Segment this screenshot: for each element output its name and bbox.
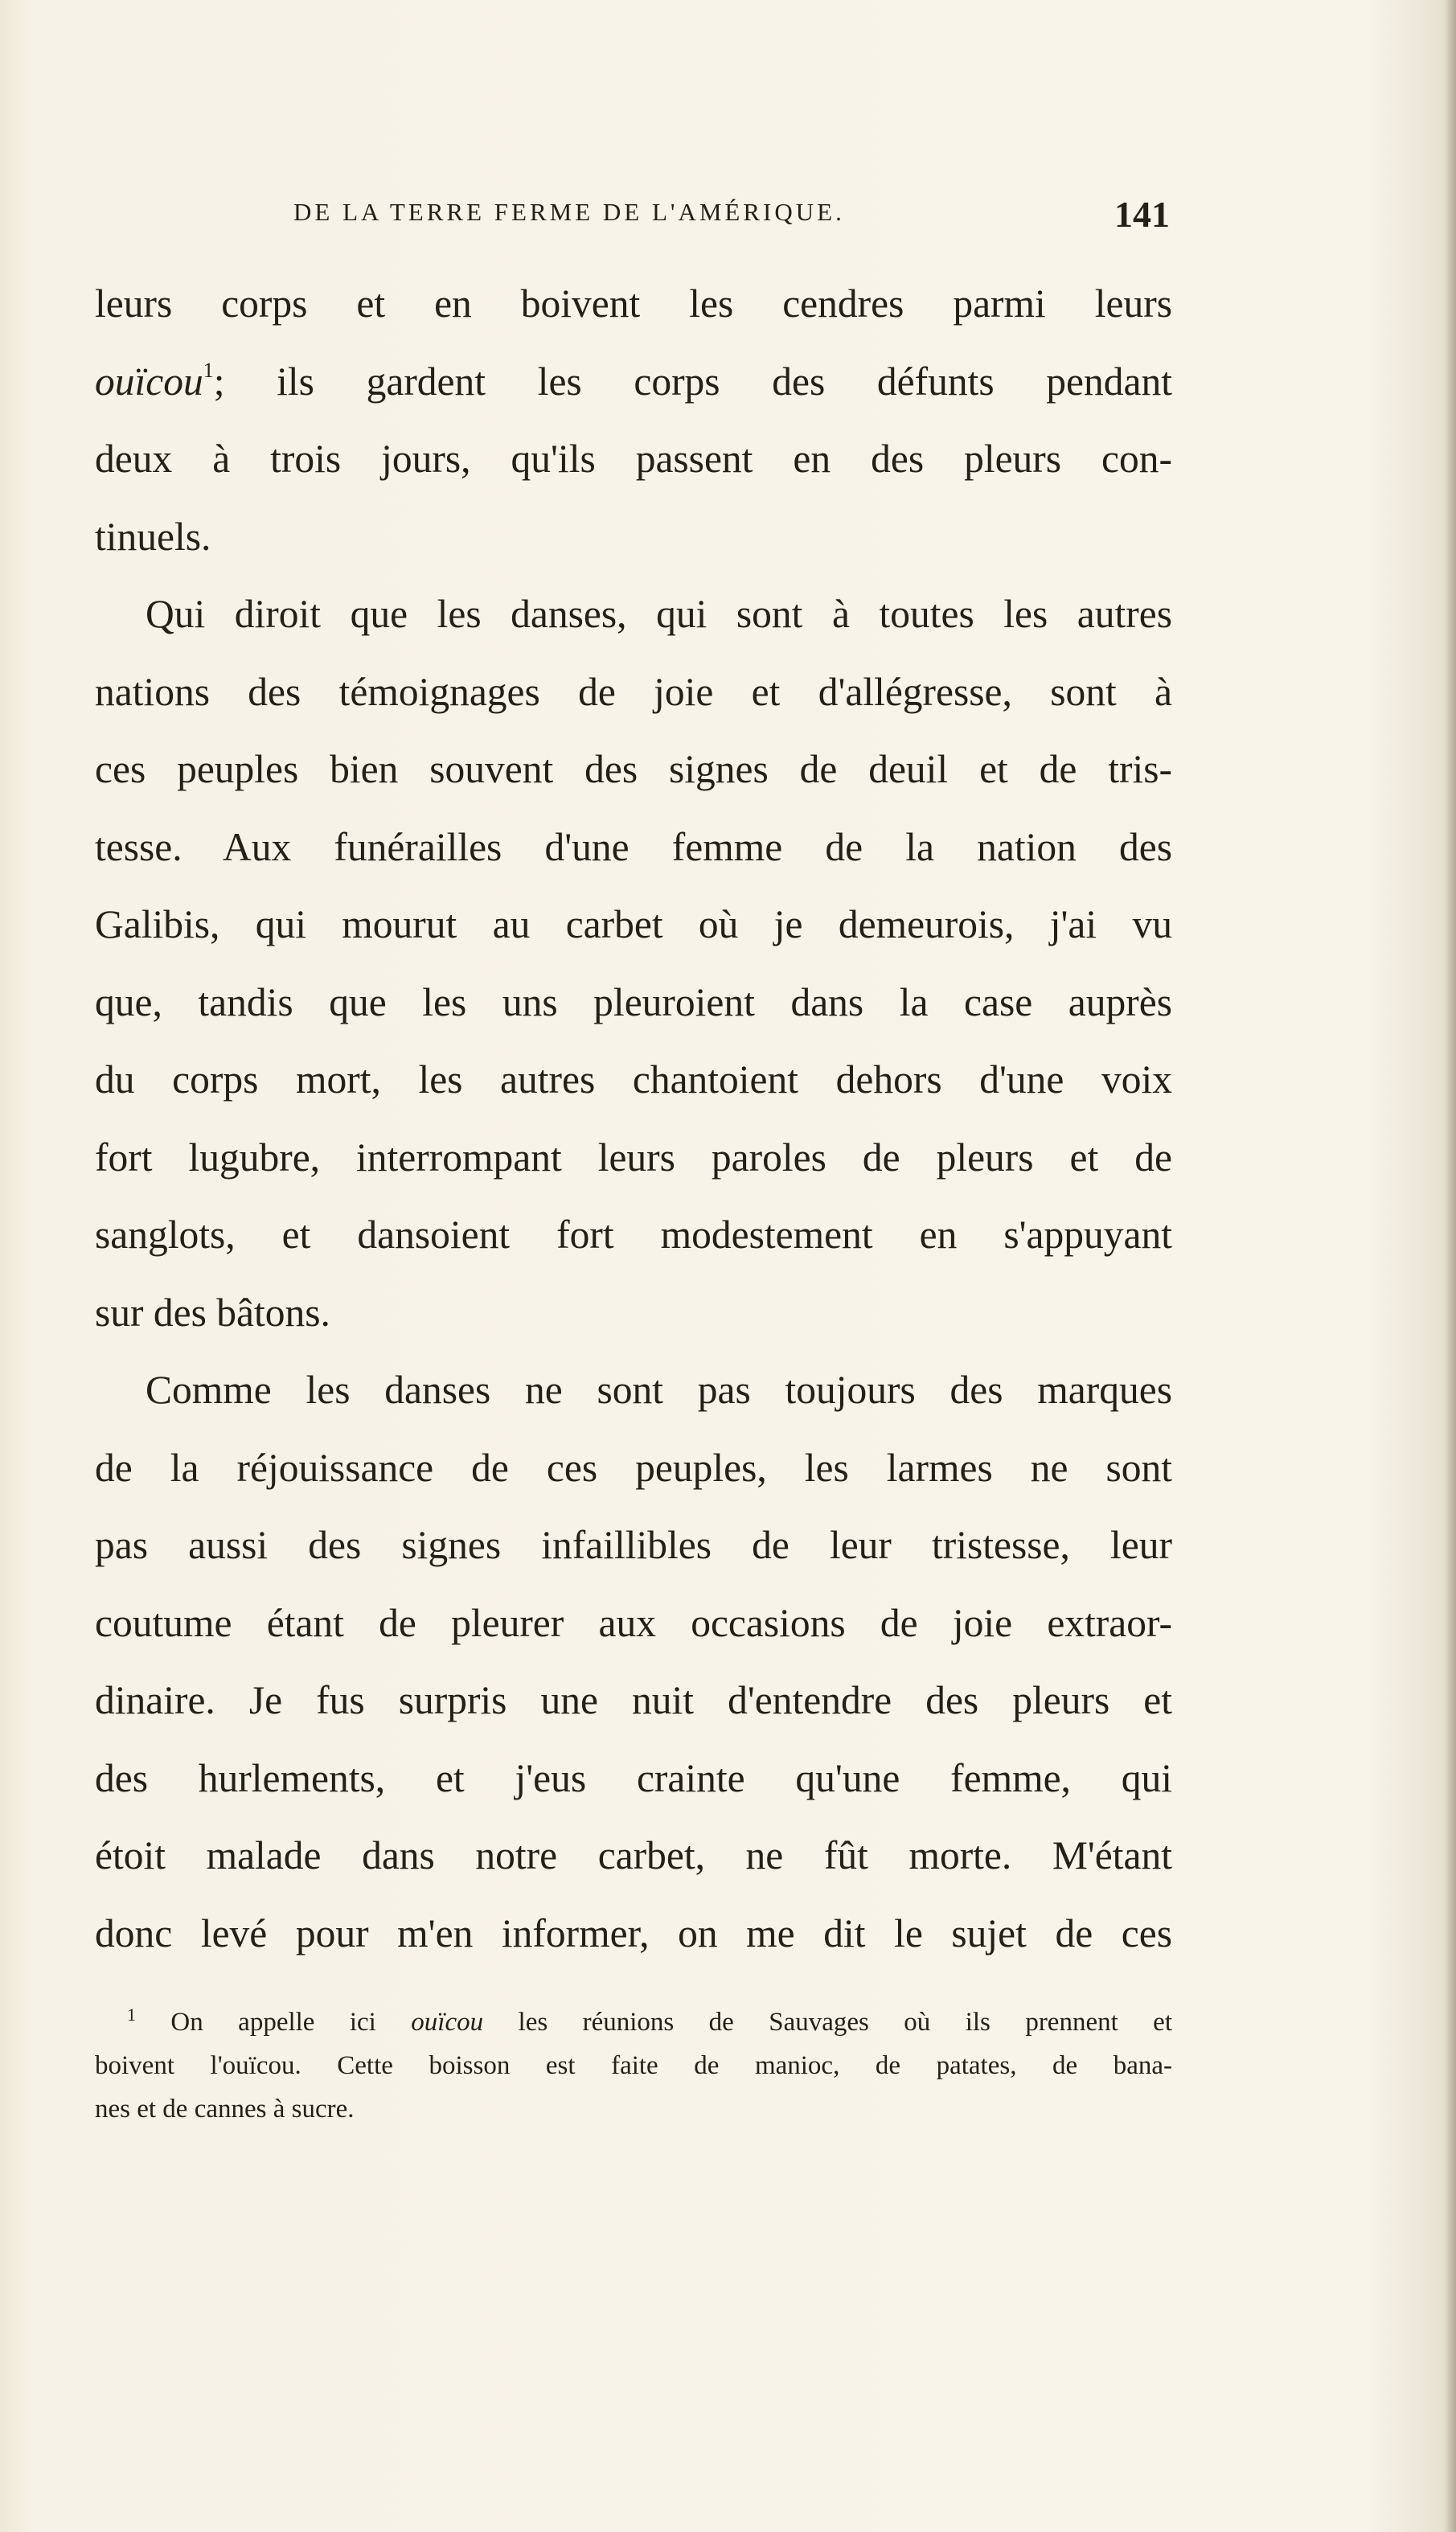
text-line: de la réjouissance de ces peuples, les larmes ne sont	[95, 1445, 1172, 1490]
footnote-marker: 1	[127, 2005, 136, 2025]
text-line: étoit malade dans notre carbet, ne fût morte. M'étant	[95, 1833, 1172, 1877]
text-line: pas aussi des signes infaillibles de leur tristesse, leur	[95, 1523, 1172, 1567]
text-line: tinuels.	[95, 514, 211, 559]
text-line: nations des témoignages de joie et d'allégresse, sont à	[95, 669, 1172, 714]
text-line	[95, 343, 1172, 421]
text-line: sanglots, et dansoient fort modestement en s'appuyant	[95, 1213, 1172, 1257]
page-number: 141	[1114, 194, 1170, 235]
text-line: coutume étant de pleurer aux occasions de joie extraor-	[95, 1600, 1172, 1645]
text-line: du corps mort, les autres chantoient dehors d'une voix	[95, 1057, 1172, 1102]
running-head	[92, 193, 1170, 241]
footnote-line: nes et de cannes à sucre.	[95, 2095, 355, 2124]
footnote	[95, 2001, 1172, 2131]
footnote-reference: 1	[203, 358, 214, 382]
text-line: fort lugubre, interrompant leurs paroles de pleurs et de	[95, 1135, 1172, 1180]
text-line: Comme les danses ne sont pas toujours des marques	[146, 1368, 1172, 1412]
text-line: tesse. Aux funérailles d'une femme de la nation des	[95, 824, 1172, 869]
text-line: donc levé pour m'en informer, on me dit le sujet de ces	[95, 1910, 1172, 1955]
text-line: ces peuples bien souvent des signes de deuil et de tris-	[95, 747, 1172, 791]
text-line: des hurlements, et j'eus crainte qu'une femme, qui	[95, 1755, 1172, 1800]
body-text	[95, 265, 1172, 1972]
italic-term: ouïcou	[411, 2008, 484, 2037]
text-line: Galibis, qui mourut au carbet où je demeurois, j'ai vu	[95, 902, 1172, 946]
footnote-line	[95, 2001, 1172, 2044]
text-fragment: On appelle ici	[170, 2008, 376, 2037]
italic-term: ouïcou	[95, 359, 203, 404]
text-line: Qui diroit que les danses, qui sont à toutes les autres	[146, 592, 1172, 636]
text-fragment: ; ils gardent les corps des défunts pendant	[213, 359, 1172, 404]
text-line: dinaire. Je fus surpris une nuit d'entendre des pleurs et	[95, 1678, 1172, 1722]
text-line: sur des bâtons.	[95, 1290, 330, 1335]
page-edge-shadow	[1445, 0, 1456, 2532]
text-line: deux à trois jours, qu'ils passent en des pleurs con-	[95, 437, 1172, 481]
running-title: DE LA TERRE FERME DE L'AMÉRIQUE.	[293, 198, 845, 226]
footnote-line: boivent l'ouïcou. Cette boisson est faite de manioc, de patates, de bana-	[95, 2051, 1172, 2080]
text-fragment: les réunions de Sauvages où ils prennent et	[518, 2008, 1173, 2037]
text-line: leurs corps et en boivent les cendres parmi leurs	[95, 281, 1172, 326]
text-line: que, tandis que les uns pleuroient dans la case auprès	[95, 979, 1172, 1024]
